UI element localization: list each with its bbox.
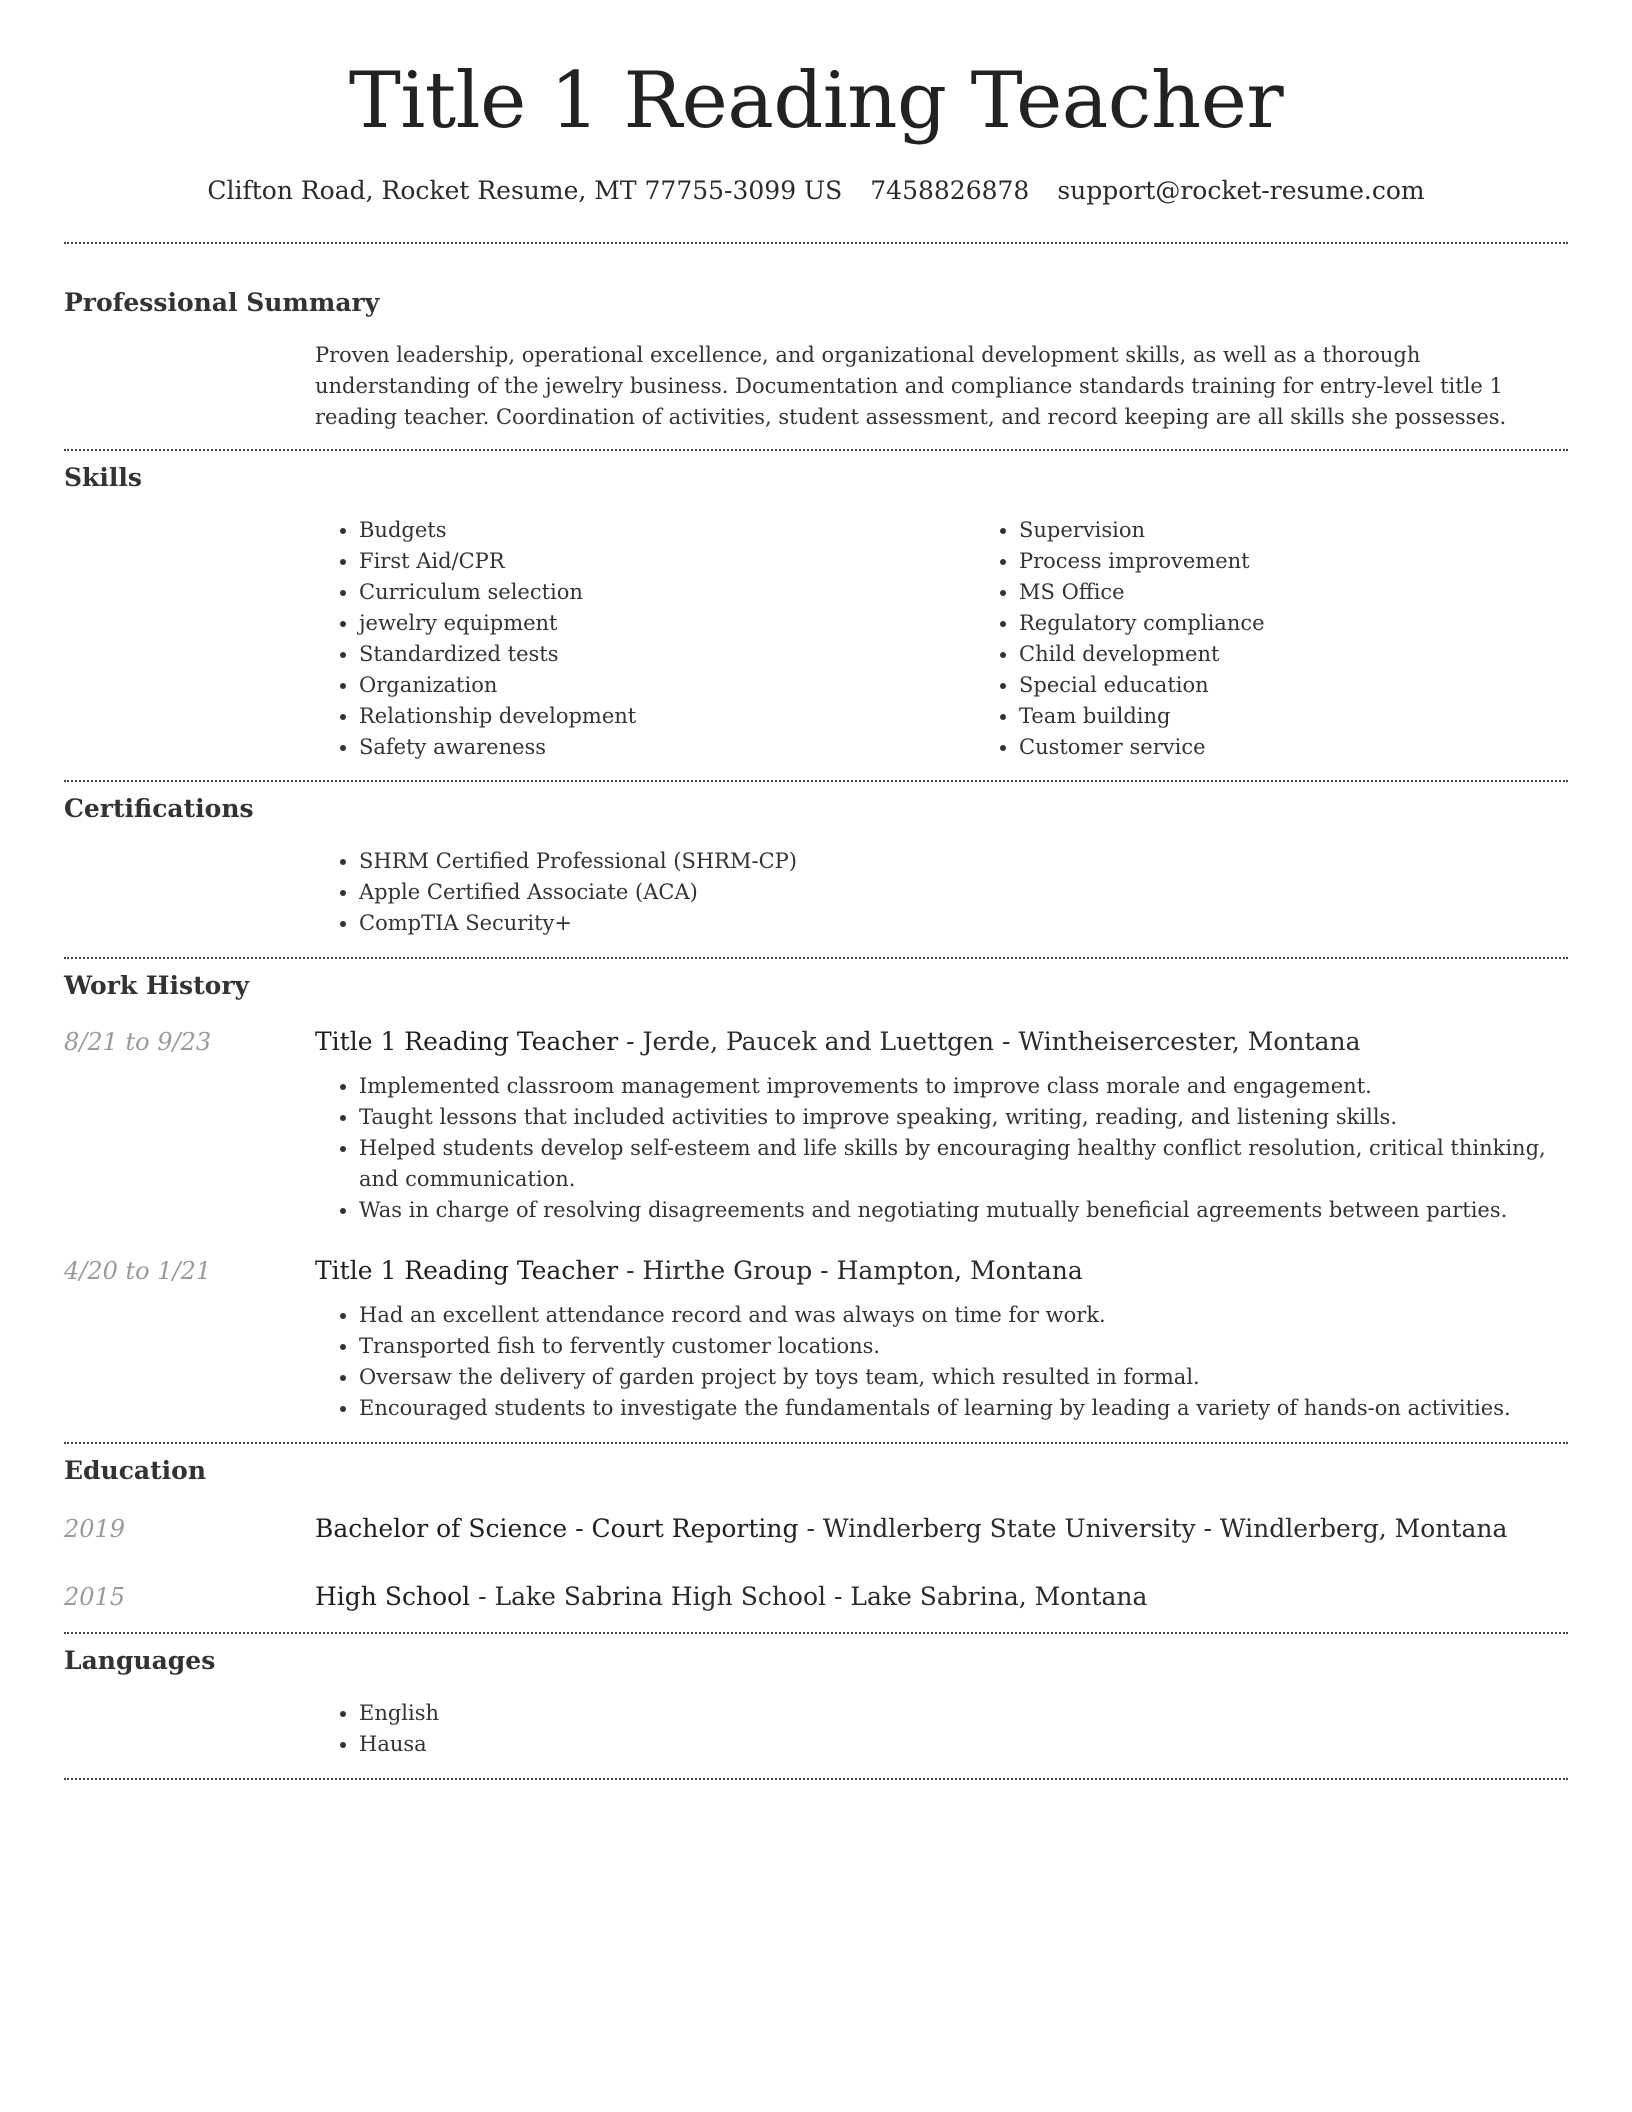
job-bullet: • Transported fish to fervently customer locations. [359, 1331, 1568, 1362]
work-history-heading: Work History [64, 971, 250, 1000]
summary-section [64, 244, 1568, 433]
certification-item: • CompTIA Security+ [359, 908, 1568, 939]
language-item: • Hausa [359, 1729, 1568, 1760]
skill-item: • jewelry equipment [359, 608, 975, 639]
skill-item: • Process improvement [1019, 546, 1632, 577]
skill-item: • Curriculum selection [359, 577, 975, 608]
education-school: - Lake Sabrina High School - Lake Sabrina, Montana [470, 1582, 1148, 1611]
skill-item: • MS Office [1019, 577, 1632, 608]
skill-item: • Organization [359, 670, 975, 701]
job-employer: - Hirthe Group - Hampton, Montana [618, 1256, 1083, 1285]
job-dates: 4/20 to 1/21 [64, 1257, 212, 1285]
job-entry [64, 1025, 1568, 1226]
education-line [315, 1580, 1568, 1614]
job-bullet: • Encouraged students to investigate the fundamentals of learning by leading a variety of hands-on activities. [359, 1393, 1568, 1424]
certifications-heading: Certifications [64, 794, 254, 823]
job-entry [64, 1254, 1568, 1424]
skill-item: • Customer service [1019, 732, 1632, 763]
education-entry [64, 1580, 1568, 1614]
education-section [64, 1444, 1568, 1614]
job-title-line [315, 1254, 1568, 1288]
skills-list-right [975, 515, 1632, 763]
skill-item: • Team building [1019, 701, 1632, 732]
skill-item: • Budgets [359, 515, 975, 546]
skill-item: • Supervision [1019, 515, 1632, 546]
languages-heading: Languages [64, 1646, 216, 1675]
skill-item: • Standardized tests [359, 639, 975, 670]
certifications-section [64, 782, 1568, 939]
job-bullet: • Helped students develop self-esteem and life skills by encouraging healthy conflict resolution, critical thinking, and communication. [359, 1133, 1568, 1195]
education-degree: Bachelor of Science - Court Reporting [315, 1514, 799, 1543]
languages-section [64, 1634, 1568, 1760]
contact-line [64, 174, 1568, 208]
education-heading: Education [64, 1456, 207, 1485]
education-school: - Windlerberg State University - Windlerberg, Montana [798, 1514, 1508, 1543]
job-dates: 8/21 to 9/23 [64, 1028, 212, 1056]
skills-section [64, 451, 1568, 763]
skill-item: • Safety awareness [359, 732, 975, 763]
summary-text: Proven leadership, operational excellence, and organizational development skills, as well as a thorough understanding of the jewelry business. Documentation and compliance standards training for entry-level title 1 reading teacher. Coordination of activities, student assessment, and record keeping are all skills she possesses. [315, 343, 1507, 429]
education-year: 2015 [64, 1583, 126, 1611]
languages-list [315, 1698, 1568, 1760]
skill-item: • Relationship development [359, 701, 975, 732]
certifications-list [315, 846, 1568, 939]
section-divider [64, 1778, 1568, 1780]
certification-item: • SHRM Certified Professional (SHRM-CP) [359, 846, 1568, 877]
summary-heading: Professional Summary [64, 288, 380, 317]
skill-item: • Child development [1019, 639, 1632, 670]
language-item: • English [359, 1698, 1568, 1729]
job-role: Title 1 Reading Teacher [315, 1027, 619, 1056]
skills-heading: Skills [64, 463, 142, 492]
work-history-section [64, 959, 1568, 1424]
skill-item: • Regulatory compliance [1019, 608, 1632, 639]
job-bullet: • Had an excellent attendance record and was always on time for work. [359, 1300, 1568, 1331]
education-line [315, 1512, 1568, 1546]
job-bullet: • Was in charge of resolving disagreements and negotiating mutually beneficial agreements between parties. [359, 1195, 1568, 1226]
contact-email: support@rocket-resume.com [1057, 176, 1425, 205]
job-bullets [315, 1300, 1568, 1424]
job-bullets [315, 1071, 1568, 1226]
job-title-line [315, 1025, 1568, 1059]
job-bullet: • Oversaw the delivery of garden project by toys team, which resulted in formal. [359, 1362, 1568, 1393]
job-bullet: • Implemented classroom management improvements to improve class morale and engagement. [359, 1071, 1568, 1102]
job-employer: - Jerde, Paucek and Luettgen - Wintheisercester, Montana [618, 1027, 1361, 1056]
skill-item: • Special education [1019, 670, 1632, 701]
skill-item: • First Aid/CPR [359, 546, 975, 577]
job-bullet: • Taught lessons that included activities to improve speaking, writing, reading, and listening skills. [359, 1102, 1568, 1133]
education-year: 2019 [64, 1515, 126, 1543]
job-role: Title 1 Reading Teacher [315, 1256, 619, 1285]
contact-phone: 7458826878 [870, 176, 1030, 205]
education-entry [64, 1512, 1568, 1546]
contact-address: Clifton Road, Rocket Resume, MT 77755-3099 US [207, 176, 843, 205]
candidate-name: Title 1 Reading Teacher [348, 56, 1284, 146]
education-degree: High School [315, 1582, 471, 1611]
certification-item: • Apple Certified Associate (ACA) [359, 877, 1568, 908]
skills-list-left [315, 515, 975, 763]
resume-header [64, 0, 1568, 208]
